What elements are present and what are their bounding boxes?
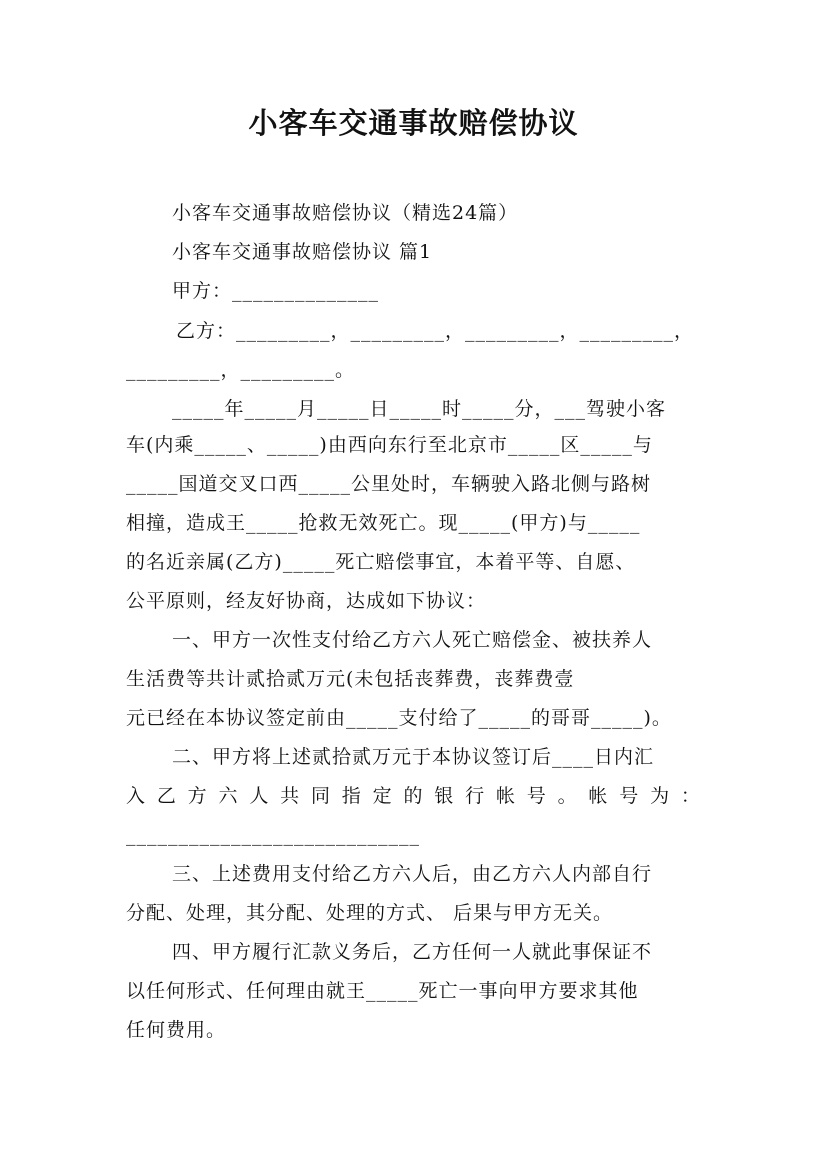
paragraph-line: 车(内乘_____、_____)由西向东行至北京市_____区_____与 — [126, 434, 653, 456]
spread-char: 定 — [372, 785, 393, 807]
clause-four-line: 四、甲方履行汇款义务后，乙方任何一人就此事保证不 — [172, 941, 653, 963]
paragraph-line: 公平原则，经友好协商，达成如下协议： — [126, 590, 487, 612]
clause-two-line: 二、甲方将上述贰拾贰万元于本协议签订后____日内汇 — [172, 746, 655, 768]
spread-char: 同 — [310, 785, 331, 807]
spread-char: 号 — [619, 785, 640, 807]
spread-char: 为 — [650, 785, 671, 807]
spread-char: 银 — [434, 785, 455, 807]
account-number-blank: ____________________________ — [126, 824, 420, 846]
spread-char: 六 — [218, 785, 239, 807]
paragraph-line: 相撞，造成王_____抢救无效死亡。现_____(甲方)与_____ — [126, 512, 641, 534]
spread-char: 帐 — [588, 785, 609, 807]
clause-two-line-spread — [126, 781, 701, 811]
spread-char: 共 — [280, 785, 301, 807]
document-title: 小客车交通事故赔偿协议 — [248, 106, 579, 140]
clause-four-line: 任何费用。 — [126, 1019, 227, 1041]
paragraph-line: 的名近亲属(乙方)_____死亡赔偿事宜，本着平等、自愿、 — [126, 551, 636, 573]
clause-three-line: 三、上述费用支付给乙方六人后，由乙方六人内部自行 — [172, 863, 653, 885]
clause-four-line: 以任何形式、任何理由就王_____死亡一事向甲方要求其他 — [126, 980, 639, 1002]
spread-char: 指 — [341, 785, 362, 807]
clause-three-line: 分配、处理，其分配、处理的方式、 后果与甲方无关。 — [126, 902, 614, 924]
spread-char: 方 — [187, 785, 208, 807]
spread-char: 帐 — [495, 785, 516, 807]
spread-char: 行 — [465, 785, 486, 807]
spread-char: 号 — [526, 785, 547, 807]
spread-char: 乙 — [156, 785, 177, 807]
section-heading: 小客车交通事故赔偿协议 篇1 — [172, 241, 433, 263]
spread-char: 。 — [557, 785, 578, 807]
document-subtitle: 小客车交通事故赔偿协议（精选24篇） — [172, 202, 519, 224]
clause-one-line: 一、甲方一次性支付给乙方六人死亡赔偿金、被扶养人 — [172, 629, 653, 651]
paragraph-line: _____年_____月_____日_____时_____分，___驾驶小客 — [172, 398, 667, 420]
spread-char: 人 — [249, 785, 270, 807]
party-b-line-continued: _________，_________。 — [126, 359, 356, 381]
spread-char: 的 — [403, 785, 424, 807]
clause-one-line: 元已经在本协议签定前由_____支付给了_____的哥哥_____)。 — [126, 707, 672, 729]
spread-char: ： — [680, 785, 701, 807]
paragraph-line: _____国道交叉口西_____公里处时，车辆驶入路北侧与路树 — [126, 473, 652, 495]
party-a-line: 甲方：______________ — [172, 280, 380, 302]
party-b-line: 乙方：_________，_________，_________，_________， — [176, 320, 695, 342]
clause-one-line: 生活费等共计贰拾贰万元(未包括丧葬费，丧葬费壹 — [126, 668, 575, 690]
spread-char: 入 — [126, 785, 147, 807]
